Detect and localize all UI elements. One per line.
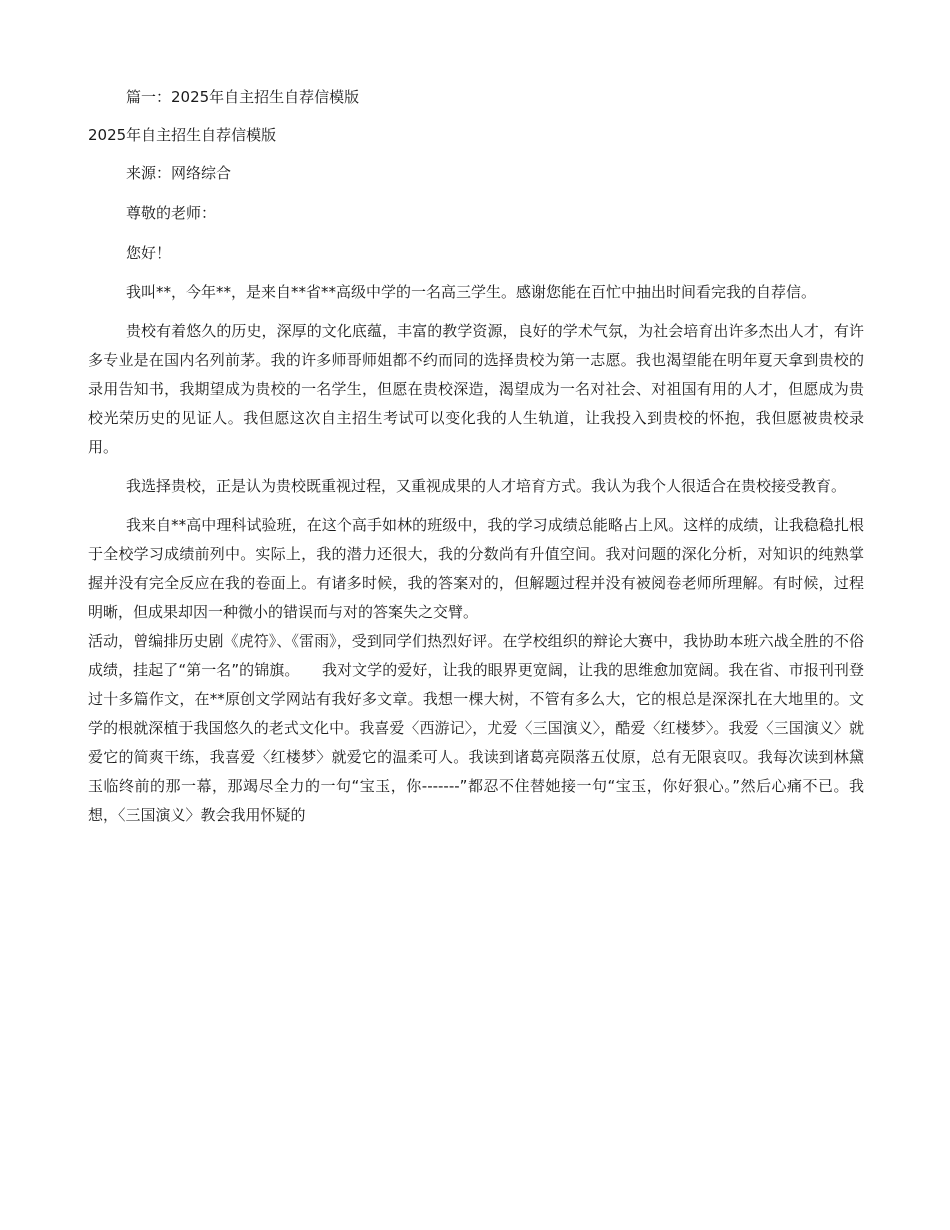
doc-heading-1: 篇一：2025年自主招生自荐信模版 <box>126 88 360 106</box>
doc-paragraph-activities: 活动，曾编排历史剧《虎符》、《雷雨》，受到同学们热烈好评。在学校组织的辩论大赛中，我协助本班六战全胜的不俗成绩，挂起了“第一名”的锦旗。 我对文学的爱好，让我的眼界更宽阔，让我的思维愈加宽阔。我在省、市报刊刊登过十多篇作文，在**原创文学网站有我好多文章。我想一棵大树，不管有多么大，它的根总是深深扎在大地里的。文学的根就深植于我国悠久的老式文化中。我喜爱〈西游记〉，尤爱〈三国演义〉，酷爱〈红楼梦〉。我爱〈三国演义〉就爱它的简爽干练，我喜爱〈红楼梦〉就爱它的温柔可人。我读到诸葛亮陨落五仗原，总有无限哀叹。我每次读到林黛玉临终前的那一幕，那竭尽全力的一句“宝玉，你-------”都忍不住替她接一句“宝玉，你好狠心。”然后心痛不已。我想，〈三国演义〉教会我用怀疑的 <box>88 632 864 824</box>
doc-source: 来源：网络综合 <box>126 164 232 182</box>
doc-heading-2: 2025年自主招生自荐信模版 <box>88 126 277 144</box>
document-page <box>88 86 864 830</box>
doc-paragraph-grades: 我来自**高中理科试验班，在这个高手如林的班级中，我的学习成绩总能略占上风。这样的成绩，让我稳稳扎根于全校学习成绩前列中。实际上，我的潜力还很大，我的分数尚有升值空间。我对问题的深化分析，对知识的纯熟掌握并没有完全反应在我的卷面上。有诸多时候，我的答案对的，但解题过程并没有被阅卷老师所理解。有时候，过程明晰，但成果却因一种微小的错误而与对的答案失之交臂。 <box>88 516 864 621</box>
doc-paragraph-choice: 我选择贵校，正是认为贵校既重视过程，又重视成果的人才培育方式。我认为我个人很适合在贵校接受教育。 <box>126 477 847 495</box>
doc-paragraph-intro: 我叫**，今年**，是来自**省**高级中学的一名高三学生。感谢您能在百忙中抽出时间看完我的自荐信。 <box>126 283 817 301</box>
doc-salutation: 尊敬的老师： <box>126 204 217 222</box>
doc-paragraph-school: 贵校有着悠久的历史，深厚的文化底蕴，丰富的教学资源，良好的学术气氛，为社会培育出许多杰出人才，有许多专业是在国内名列前茅。我的许多师哥师姐都不约而同的选择贵校为第一志愿。我也渴望能在明年夏天拿到贵校的录用告知书，我期望成为贵校的一名学生，但愿在贵校深造，渴望成为一名对社会、对祖国有用的人才，但愿成为贵校光荣历史的见证人。我但愿这次自主招生考试可以变化我的人生轨道，让我投入到贵校的怀抱，我但愿被贵校录用。 <box>88 322 864 456</box>
doc-greeting: 您好！ <box>126 244 172 262</box>
